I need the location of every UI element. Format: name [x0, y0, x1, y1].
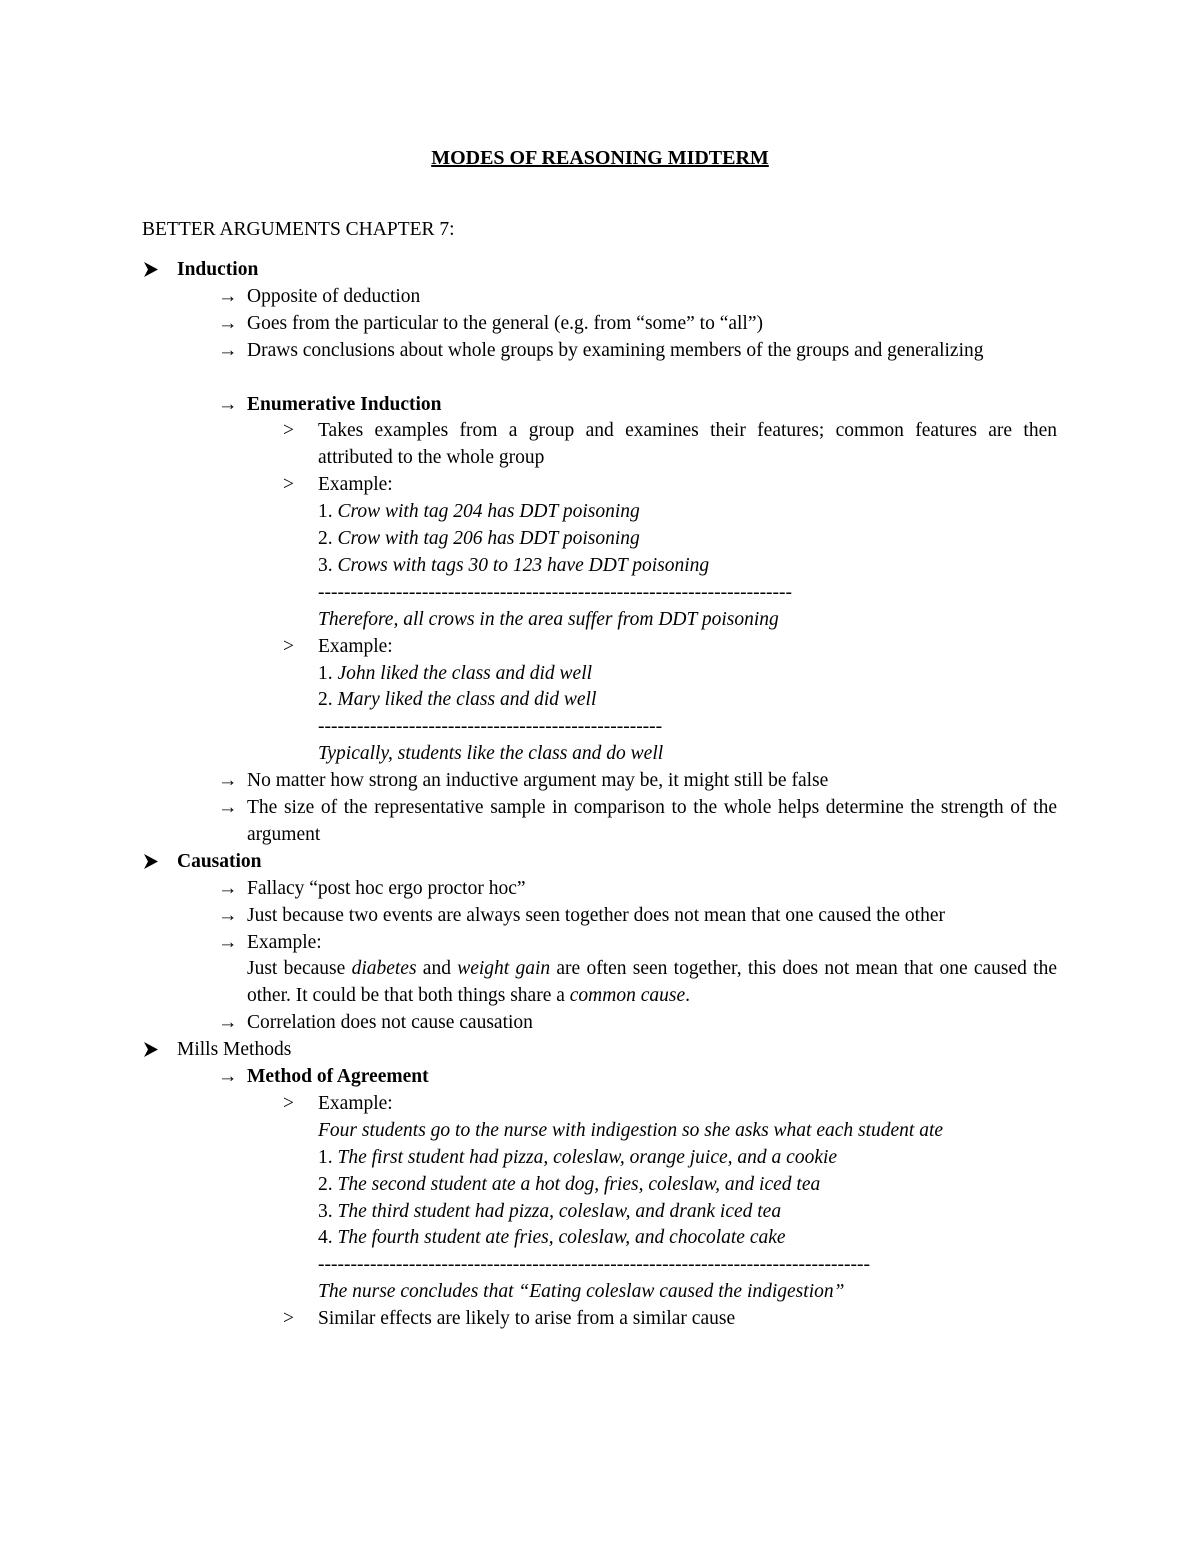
- chevron-bullet-icon: [142, 256, 160, 283]
- text-run: The fourth student ate fries, coleslaw, and chocolate cake: [337, 1227, 786, 1249]
- text-run: Crow with tag 204 has DDT poisoning: [337, 501, 640, 523]
- text-run: Therefore, all crows in the area suffer from DDT poisoning: [318, 608, 779, 630]
- text-run: Method of Agreement: [247, 1066, 429, 1087]
- outline-line-text: [318, 606, 779, 633]
- text-run: 1.: [318, 662, 338, 684]
- text-run: diabetes: [351, 958, 417, 980]
- text-run: Similar effects are likely to arise from a similar cause: [318, 1308, 736, 1330]
- text-run: Just because two events are always seen together does not mean that one caused the other: [247, 904, 945, 926]
- text-run: common cause: [569, 985, 686, 1007]
- outline-line-text: [318, 1144, 837, 1171]
- arrow-bullet-icon: →: [218, 770, 238, 792]
- text-run: The size of the representative sample in comparison to the whole helps determine the strength of the argument: [247, 797, 1057, 845]
- text-run: and: [416, 958, 458, 980]
- outline-line-text: [247, 1063, 429, 1090]
- arrow-bullet-icon: →: [218, 339, 238, 361]
- text-run: No matter how strong an inductive argument may be, it might still be false: [247, 770, 829, 792]
- arrow-bullet-icon: →: [218, 904, 238, 926]
- text-run: Typically, students like the class and do well: [318, 743, 664, 765]
- outline-line-text: [247, 929, 322, 956]
- outline-line-text: [247, 310, 763, 337]
- outline-line-text: [247, 283, 420, 310]
- gt-bullet-icon: >: [283, 1308, 294, 1330]
- outline-line-text: [247, 794, 1057, 848]
- gt-bullet-icon: >: [283, 1092, 294, 1114]
- arrow-bullet-icon: →: [218, 797, 238, 818]
- text-run: Just because: [247, 958, 352, 980]
- text-run: Example:: [247, 931, 322, 953]
- text-run: are often seen together, this does not mean that one caused the other. It could be that both things share a: [247, 958, 1058, 1007]
- outline-line-text: [318, 713, 662, 740]
- gt-bullet-icon: >: [283, 635, 294, 657]
- gt-bullet-icon: >: [283, 420, 294, 442]
- text-run: weight gain: [457, 958, 551, 980]
- outline-line-text: [318, 686, 596, 713]
- outline-line-text: [318, 1224, 786, 1251]
- section-heading: BETTER ARGUMENTS CHAPTER 7:: [142, 219, 455, 240]
- text-run: The third student had pizza, coleslaw, and drank iced tea: [337, 1200, 782, 1222]
- text-run: 1.: [318, 1146, 338, 1168]
- arrow-bullet-icon: →: [218, 285, 238, 307]
- outline-line-text: [318, 633, 393, 660]
- outline-line-text: [318, 660, 592, 687]
- arrow-bullet-icon: →: [218, 931, 238, 953]
- text-run: 1.: [318, 501, 338, 523]
- outline-line-text: [318, 1117, 943, 1144]
- outline-line-text: [177, 848, 262, 875]
- outline-line-text: [247, 767, 828, 794]
- text-run: The second student ate a hot dog, fries, coleslaw, and iced tea: [337, 1173, 821, 1195]
- text-run: Induction: [177, 259, 259, 280]
- outline-line-text: [247, 955, 1057, 1009]
- text-run: Goes from the particular to the general (e.g. from “some” to “all”): [247, 312, 763, 334]
- text-run: 2.: [318, 689, 338, 711]
- text-run: 3.: [318, 1200, 338, 1222]
- arrow-bullet-icon: →: [218, 877, 238, 899]
- outline-line-text: [318, 1198, 781, 1225]
- text-run: Four students go to the nurse with indigestion so she asks what each student ate: [318, 1119, 944, 1141]
- text-run: The first student had pizza, coleslaw, orange juice, and a cookie: [337, 1146, 838, 1168]
- gt-bullet-icon: >: [283, 474, 294, 496]
- text-run: Draws conclusions about whole groups by examining members of the groups and generalizing: [247, 339, 984, 361]
- text-run: 2.: [318, 1173, 338, 1195]
- arrow-bullet-icon: →: [218, 312, 238, 334]
- chevron-bullet-icon: [142, 1036, 160, 1063]
- text-run: Fallacy “post hoc ergo proctor hoc”: [247, 877, 526, 899]
- chevron-bullet-icon: [142, 848, 160, 875]
- text-run: 3.: [318, 554, 338, 576]
- outline-line-text: [318, 498, 640, 525]
- outline-line-text: [318, 1251, 870, 1278]
- text-run: Opposite of deduction: [247, 285, 421, 307]
- outline-line-text: [177, 256, 258, 283]
- outline-line-text: [318, 1278, 844, 1305]
- outline-line-text: [247, 875, 526, 902]
- outline-line-text: [247, 1009, 533, 1036]
- text-run: Enumerative Induction: [247, 393, 442, 415]
- text-run: 2.: [318, 528, 338, 549]
- outline-line-text: [318, 1305, 735, 1332]
- text-run: Crow with tag 206 has DDT poisoning: [337, 528, 640, 549]
- outline-line-text: [318, 579, 792, 606]
- outline-line-text: [318, 471, 393, 498]
- text-run: Crows with tags 30 to 123 have DDT poisoning: [337, 554, 710, 576]
- outline-line-text: [318, 1171, 820, 1198]
- outline-line-text: [318, 740, 663, 767]
- text-run: -----------------------------------------------------: [318, 716, 663, 738]
- text-run: Takes examples from a group and examines their features; common features are then attributed to the whole group: [318, 420, 1057, 469]
- text-run: Example:: [318, 1092, 393, 1114]
- outline-line-text: [318, 417, 1057, 471]
- text-run: John liked the class and did well: [337, 662, 593, 684]
- arrow-bullet-icon: →: [218, 1012, 238, 1034]
- outline-line-text: [318, 525, 640, 552]
- text-run: Correlation does not cause causation: [247, 1012, 533, 1034]
- document-title: MODES OF REASONING MIDTERM: [431, 147, 769, 169]
- text-run: -------------------------------------------------------------------------: [318, 581, 793, 603]
- text-run: Example:: [318, 474, 393, 496]
- text-run: Mary liked the class and did well: [337, 689, 597, 711]
- arrow-bullet-icon: →: [218, 1066, 238, 1087]
- text-run: .: [685, 985, 690, 1007]
- text-run: Example:: [318, 635, 393, 657]
- outline-line-text: [318, 1090, 393, 1117]
- outline-line-text: [247, 337, 1057, 364]
- text-run: -------------------------------------------------------------------------------------: [318, 1254, 870, 1276]
- outline-line-text: [247, 902, 945, 929]
- text-run: 4.: [318, 1227, 338, 1249]
- text-run: The nurse concludes that “Eating coleslaw caused the indigestion”: [318, 1281, 845, 1303]
- arrow-bullet-icon: →: [218, 393, 238, 415]
- text-run: Mills Methods: [177, 1039, 292, 1061]
- outline-line-text: [177, 1036, 291, 1063]
- text-run: Causation: [177, 850, 262, 872]
- outline-line-text: [247, 391, 441, 418]
- outline-line-text: [318, 552, 709, 579]
